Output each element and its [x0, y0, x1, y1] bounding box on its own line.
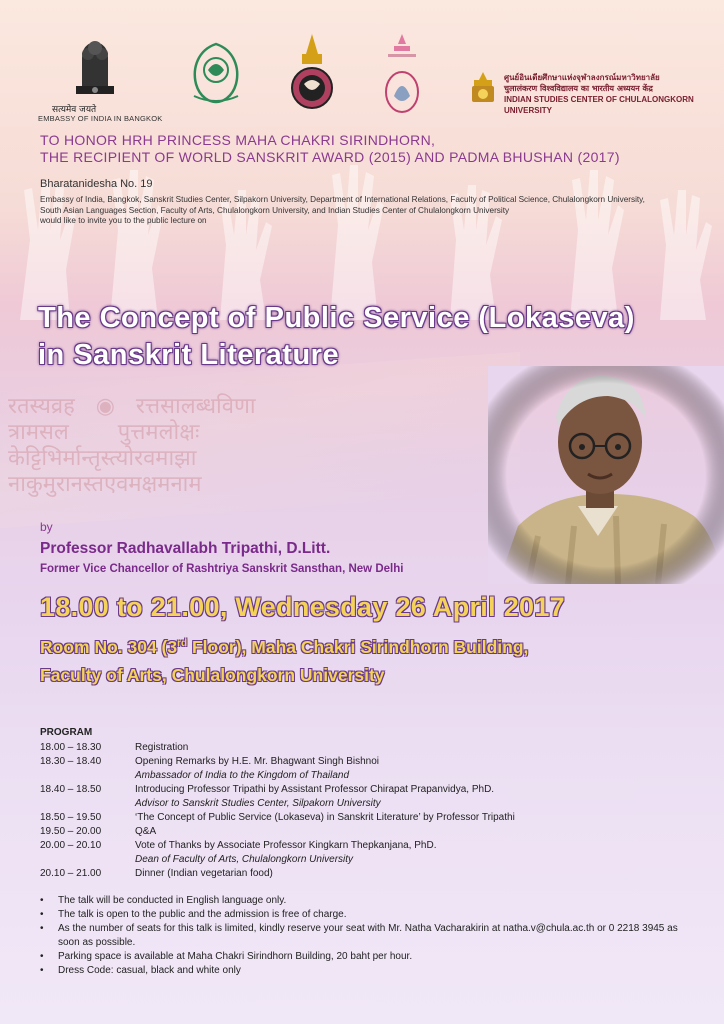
lecture-title-line-1: The Concept of Public Service (Lokaseva)	[38, 302, 635, 334]
emblem-motto: सत्यमेव जयते	[52, 105, 97, 115]
bullet-icon: •	[40, 951, 44, 962]
program-sub: Advisor to Sanskrit Studies Center, Silpakorn University	[135, 798, 381, 809]
isc-hindi-name: चुलालंकरण विश्वविद्यालय का भारतीय अध्ययन केंद्र	[504, 84, 653, 93]
hosts-paragraph	[40, 195, 690, 227]
bullet-icon: •	[40, 965, 44, 976]
speaker-role: Former Vice Chancellor of Rashtriya Sanskrit Sansthan, New Delhi	[40, 563, 404, 575]
event-datetime: 18.00 to 21.00, Wednesday 26 April 2017	[40, 592, 565, 622]
bullet-icon: •	[40, 909, 44, 920]
silpakorn-university-logo-icon	[186, 40, 246, 106]
embassy-caption: EMBASSY OF INDIA IN BANGKOK	[38, 114, 163, 123]
venue-floor-suffix: rd	[177, 638, 188, 649]
program-item	[40, 755, 690, 783]
note-text: Parking space is available at Maha Chakri Sirindhorn Building, 20 baht per hour.	[58, 951, 413, 962]
program-desc: ‘The Concept of Public Service (Lokaseva) in Sanskrit Literature’ by Professor Tripathi	[135, 812, 515, 823]
program-desc: Introducing Professor Tripathi by Assistant Professor Chirapat Prapanvidya, PhD.	[135, 784, 495, 795]
venue-line-2: Faculty of Arts, Chulalongkorn University	[40, 664, 385, 685]
program-item	[40, 839, 690, 867]
lecture-title	[38, 300, 718, 374]
program-item	[40, 741, 690, 755]
event-venue	[40, 630, 528, 689]
honor-line-2: THE RECIPIENT OF WORLD SANSKRIT AWARD (2015) AND PADMA BHUSHAN (2017)	[40, 149, 620, 165]
note-item	[40, 964, 690, 978]
note-text: The talk is open to the public and the admission is free of charge.	[58, 909, 347, 920]
program-desc: Dinner (Indian vegetarian food)	[135, 868, 273, 879]
ashoka-emblem-icon	[68, 32, 122, 100]
program-list	[40, 741, 690, 881]
program-time: 20.00 – 20.10	[40, 840, 102, 851]
raised-hands-background	[0, 150, 724, 320]
program-heading: PROGRAM	[40, 727, 93, 738]
manuscript-script-decoration: रतस्यव्रह ◉ रत्तसालब्धविणा त्रामसल पुत्तमलोक्षः केट्टिभिर्मान्तृस्त्योरवमाझा नाकुमुरानस्तएवमक्षमनाम	[8, 394, 256, 497]
program-desc: Opening Remarks by H.E. Mr. Bhagwant Singh Bishnoi	[135, 756, 380, 767]
program-item	[40, 811, 690, 825]
program-time: 19.50 – 20.00	[40, 826, 102, 837]
program-time: 18.00 – 18.30	[40, 742, 102, 753]
honor-heading	[40, 132, 620, 166]
program-item	[40, 867, 690, 881]
program-sub: Dean of Faculty of Arts, Chulalongkorn University	[135, 854, 354, 865]
program-time: 20.10 – 21.00	[40, 868, 102, 879]
indian-studies-center-logo-icon	[470, 70, 496, 104]
venue-room: Room No. 304 (3	[40, 636, 178, 657]
note-text: The talk will be conducted in English language only.	[58, 895, 287, 906]
note-item	[40, 950, 690, 964]
program-sub: Ambassador of India to the Kingdom of Thailand	[135, 770, 350, 781]
isc-english-name: INDIAN STUDIES CENTER OF CHULALONGKORN UNIVERSITY	[504, 95, 694, 115]
speaker-photo	[488, 366, 724, 584]
isc-thai-name: ศูนย์อินเดียศึกษาแห่งจุฬาลงกรณ์มหาวิทยาลัย	[504, 73, 660, 82]
program-desc: Q&A	[135, 826, 157, 837]
princess-sirindhorn-emblem-icon	[382, 32, 422, 116]
bullet-icon: •	[40, 923, 44, 934]
venue-building: Floor), Maha Chakri Sirindhorn Building,	[187, 636, 529, 657]
note-item	[40, 894, 690, 908]
program-time: 18.50 – 19.50	[40, 812, 102, 823]
note-text: Dress Code: casual, black and white only	[58, 965, 241, 976]
hosts-line-1: Embassy of India, Bangkok, Sanskrit Studies Center, Silpakorn University, Department of International Relations, Faculty of Political Science, Chulalongkorn University,	[40, 195, 645, 204]
program-time: 18.30 – 18.40	[40, 756, 102, 767]
chulalongkorn-emblem-icon	[288, 32, 336, 112]
bullet-icon: •	[40, 895, 44, 906]
program-desc: Vote of Thanks by Associate Professor Kingkarn Thepkanjana, PhD.	[135, 840, 437, 851]
note-text: As the number of seats for this talk is limited, kindly reserve your seat with Mr. Natha Vacharakirin at natha.v@chula.ac.th or 0 2218 3945 as soon as possible.	[58, 923, 678, 948]
isc-logo-text	[504, 72, 724, 116]
program-item	[40, 825, 690, 839]
note-item	[40, 908, 690, 922]
notes-list	[40, 894, 690, 978]
series-number: Bharatanidesha No. 19	[40, 178, 153, 190]
by-label: by	[40, 520, 53, 534]
speaker-name: Professor Radhavallabh Tripathi, D.Litt.	[40, 540, 331, 557]
hosts-line-3: would like to invite you to the public lecture on	[40, 216, 207, 225]
note-item	[40, 922, 690, 950]
program-time: 18.40 – 18.50	[40, 784, 102, 795]
honor-line-1: TO HONOR HRH PRINCESS MAHA CHAKRI SIRINDHORN,	[40, 132, 436, 148]
hosts-line-2: South Asian Languages Section, Faculty of Arts, Chulalongkorn University, and Indian Studies Center of Chulalongkorn University	[40, 205, 510, 215]
program-item	[40, 783, 690, 811]
lecture-title-line-2: in Sanskrit Literature	[38, 339, 340, 371]
program-desc: Registration	[135, 742, 189, 753]
